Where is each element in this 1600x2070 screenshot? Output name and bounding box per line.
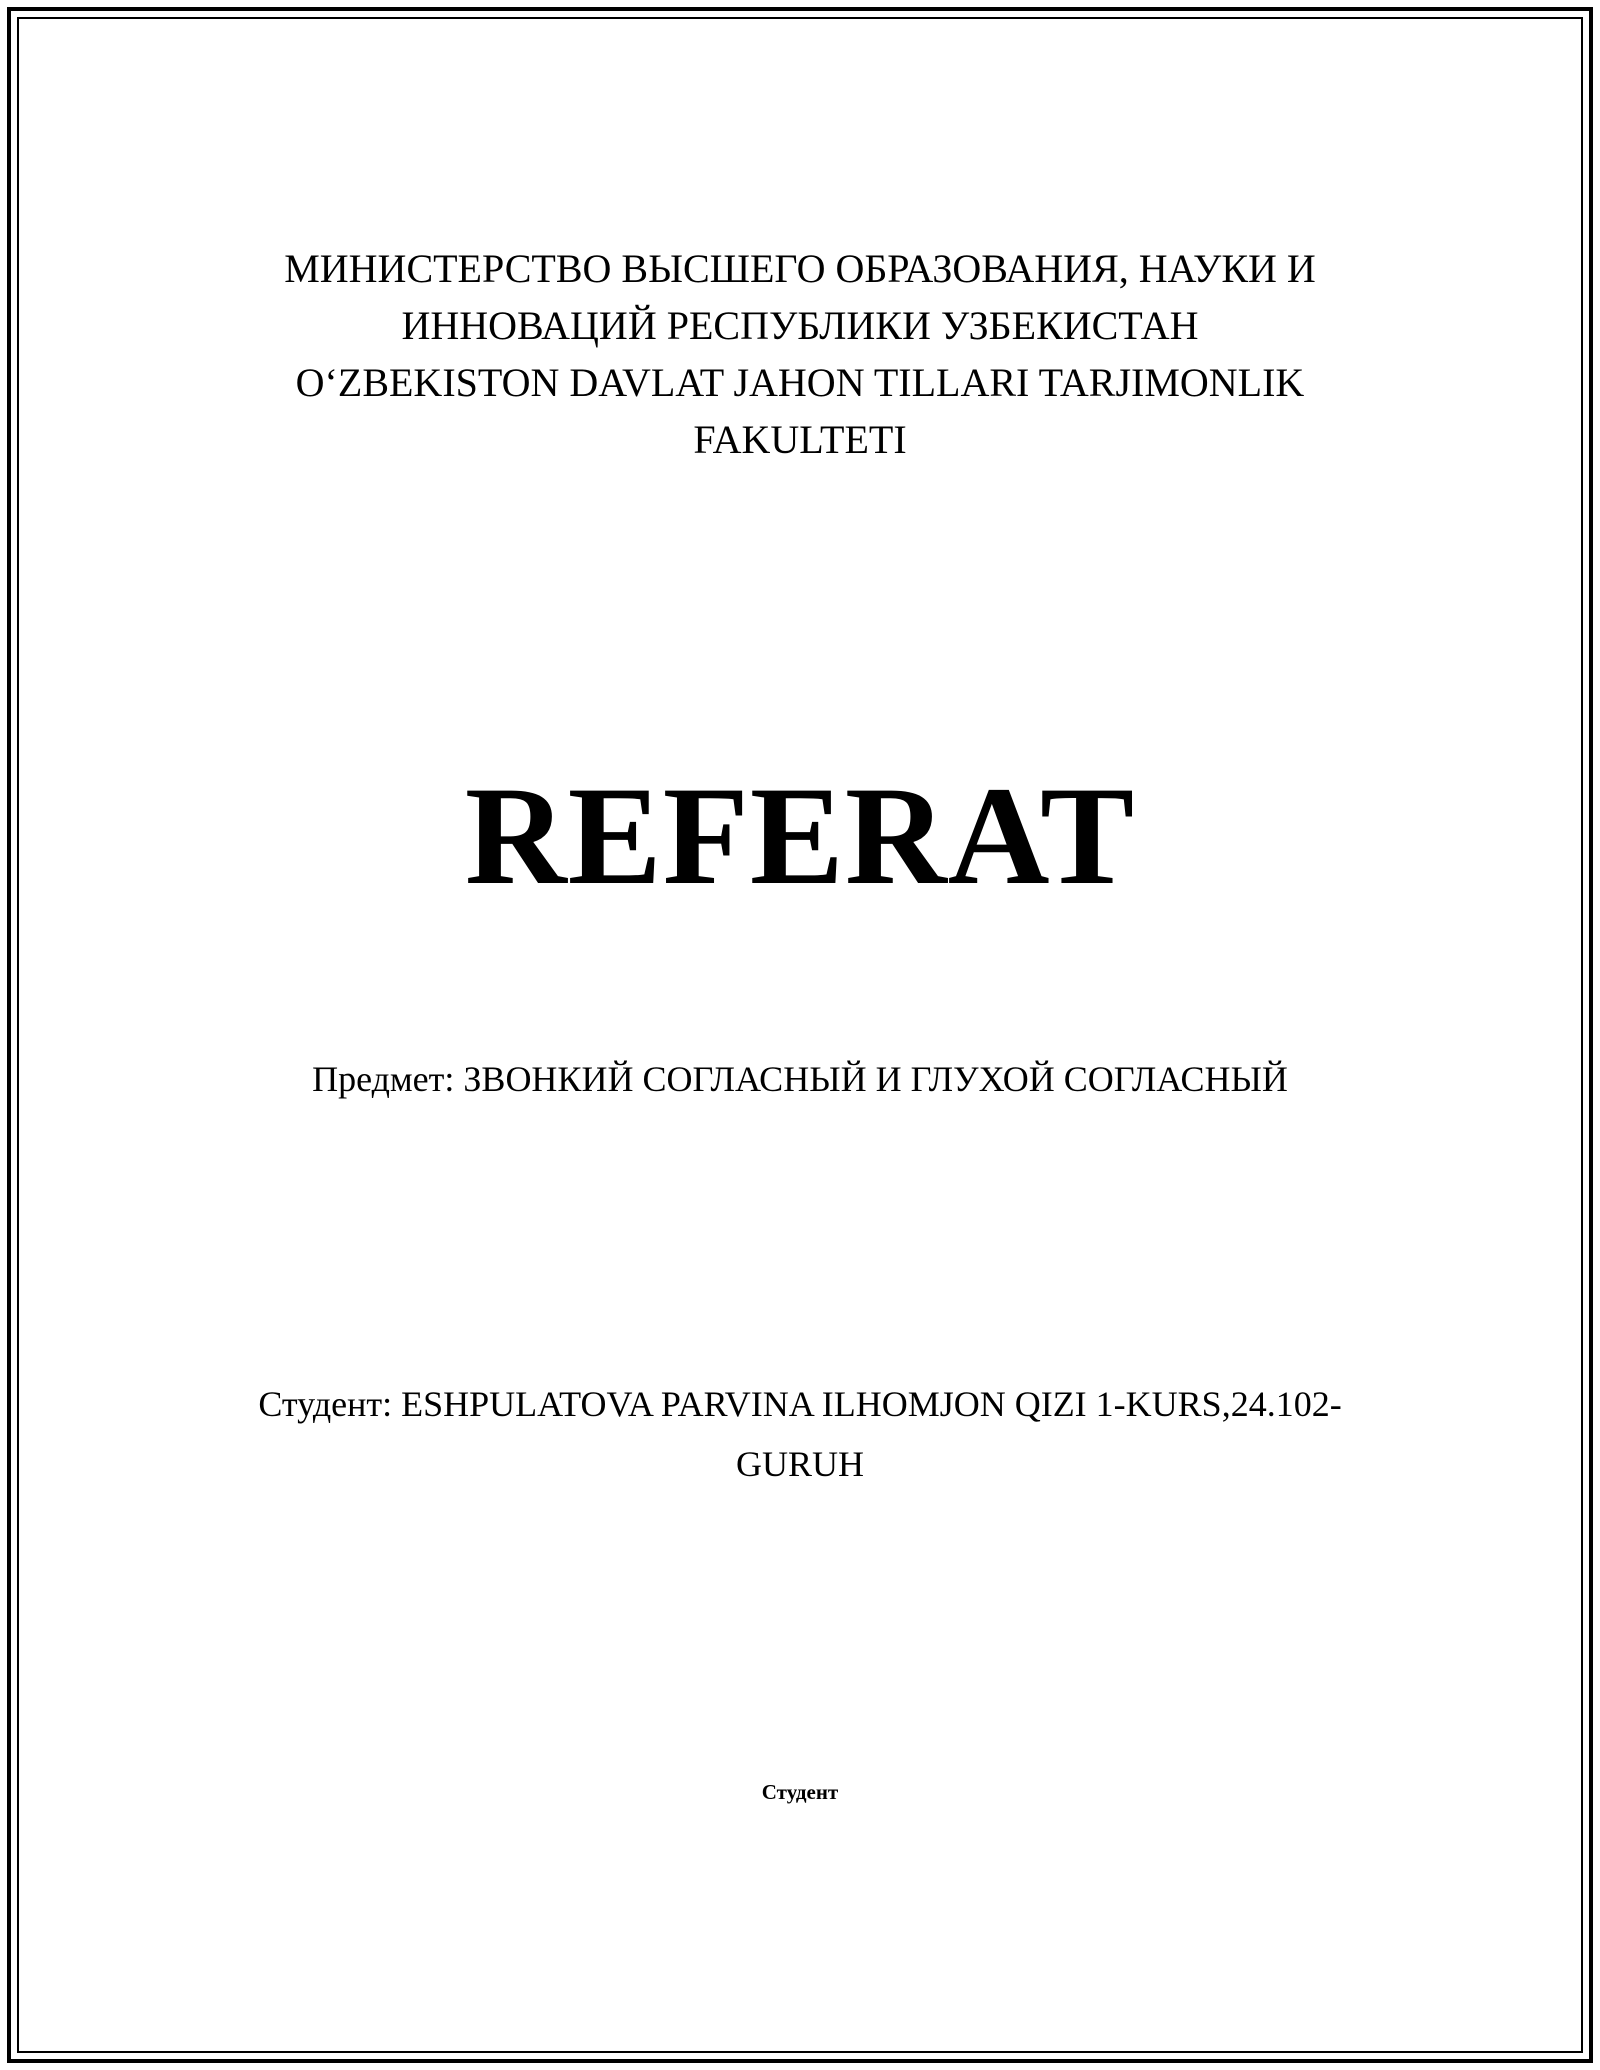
student-info xyxy=(0,1374,1600,1494)
header-line-3: O‘ZBEKISTON DAVLAT JAHON TILLARI TARJIMONLIK xyxy=(295,360,1305,405)
header-line-1: МИНИСТЕРСТВО ВЫСШЕГО ОБРАЗОВАНИЯ, НАУКИ И xyxy=(284,246,1316,291)
header-line-2: ИННОВАЦИЙ РЕСПУБЛИКИ УЗБЕКИСТАН xyxy=(401,303,1199,348)
document-title: REFERAT xyxy=(464,758,1136,914)
student-line-2: GURUH xyxy=(735,1444,864,1484)
subject-line xyxy=(0,1054,1600,1104)
header-line-4: FAKULTETI xyxy=(693,417,907,462)
ministry-header xyxy=(0,240,1600,468)
footer-student-label: Студент xyxy=(761,1780,839,1804)
student-name: ESHPULATOVA PARVINA ILHOMJON QIZI 1-KURS,24.102- xyxy=(401,1384,1342,1424)
subject-label: Предмет: xyxy=(312,1059,455,1099)
student-label: Студент: xyxy=(258,1384,393,1424)
student-line-1 xyxy=(0,1374,1600,1434)
subject-value: ЗВОНКИЙ СОГЛАСНЫЙ И ГЛУХОЙ СОГЛАСНЫЙ xyxy=(463,1059,1288,1099)
